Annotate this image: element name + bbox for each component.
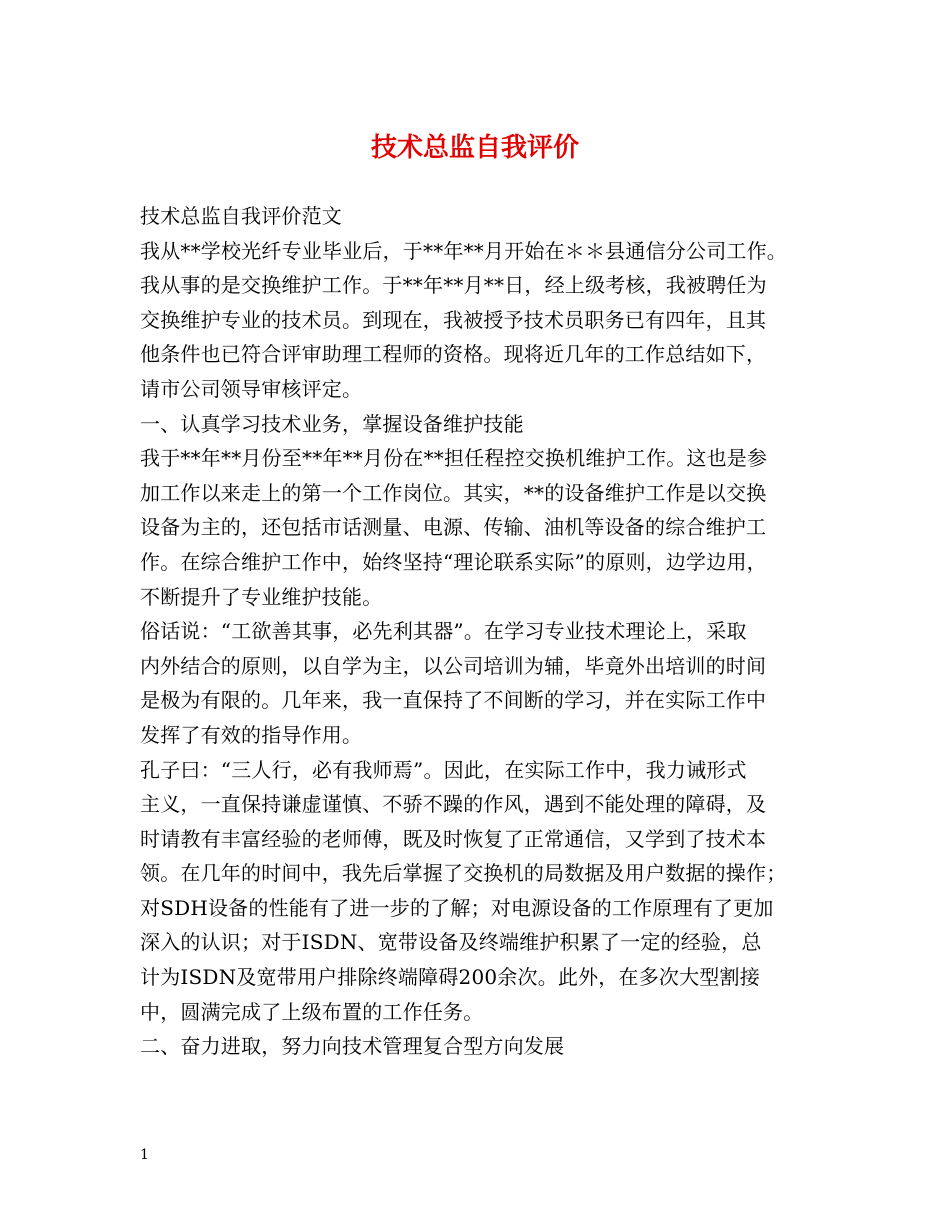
text-line: 主义，一直保持谦虚谨慎、不骄不躁的作风，遇到不能处理的障碍，及 (140, 792, 767, 817)
page-title: 技术总监自我评价 (370, 133, 579, 163)
text-line: 我于**年**月份至**年**月份在**担任程控交换机维护工作。这也是参 (140, 446, 768, 471)
text-line: 中，圆满完成了上级布置的工作任务。 (140, 999, 484, 1024)
text-line: 交换维护专业的技术员。到现在，我被授予技术员职务已有四年，且其 (140, 307, 767, 332)
text-line: 孔子曰：“三人行，必有我师焉”。因此，在实际工作中，我力诫形式 (140, 757, 747, 782)
text-line: 设备为主的，还包括市话测量、电源、传输、油机等设备的综合维护工 (140, 515, 767, 540)
text-line: 我从**学校光纤专业毕业后，于**年**月开始在＊＊县通信分公司工作。 (140, 238, 787, 263)
text-line: 不断提升了专业维护技能。 (140, 584, 383, 609)
text-line: 他条件也已符合评审助理工程师的资格。现将近几年的工作总结如下， (140, 342, 767, 367)
text-line: 内外结合的原则，以自学为主，以公司培训为辅，毕竟外出培训的时间 (140, 653, 767, 678)
section-heading: 一、认真学习技术业务，掌握设备维护技能 (140, 411, 524, 436)
text-line: 我从事的是交换维护工作。于**年**月**日，经上级考核，我被聘任为 (140, 273, 767, 298)
text-line: 请市公司领导审核评定。 (140, 376, 363, 401)
text-line: 计为ISDN及宽带用户排除终端障碍200余次。此外，在多次大型割接 (140, 965, 760, 990)
text-line: 加工作以来走上的第一个工作岗位。其实，**的设备维护工作是以交换 (140, 480, 767, 505)
text-line: 是极为有限的。几年来，我一直保持了不间断的学习，并在实际工作中 (140, 688, 767, 713)
text-line: 作。在综合维护工作中，始终坚持“理论联系实际”的原则，边学边用， (140, 549, 767, 574)
text-line: 俗话说：“工欲善其事，必先利其器”。在学习专业技术理论上，采取 (140, 619, 747, 644)
text-line: 对SDH设备的性能有了进一步的了解；对电源设备的工作原理有了更加 (140, 895, 774, 920)
text-line: 时请教有丰富经验的老师傅，既及时恢复了正常通信，又学到了技术本 (140, 826, 767, 851)
section-heading: 二、奋力进取，努力向技术管理复合型方向发展 (140, 1034, 565, 1059)
text-line: 发挥了有效的指导作用。 (140, 722, 363, 747)
text-line: 深入的认识；对于ISDN、宽带设备及终端维护积累了一定的经验，总 (140, 930, 762, 955)
page-number: 1 (140, 1147, 149, 1163)
text-line: 技术总监自我评价范文 (140, 204, 342, 228)
text-line: 领。在几年的时间中，我先后掌握了交换机的局数据及用户数据的操作； (140, 861, 787, 886)
document-body (140, 199, 830, 1064)
